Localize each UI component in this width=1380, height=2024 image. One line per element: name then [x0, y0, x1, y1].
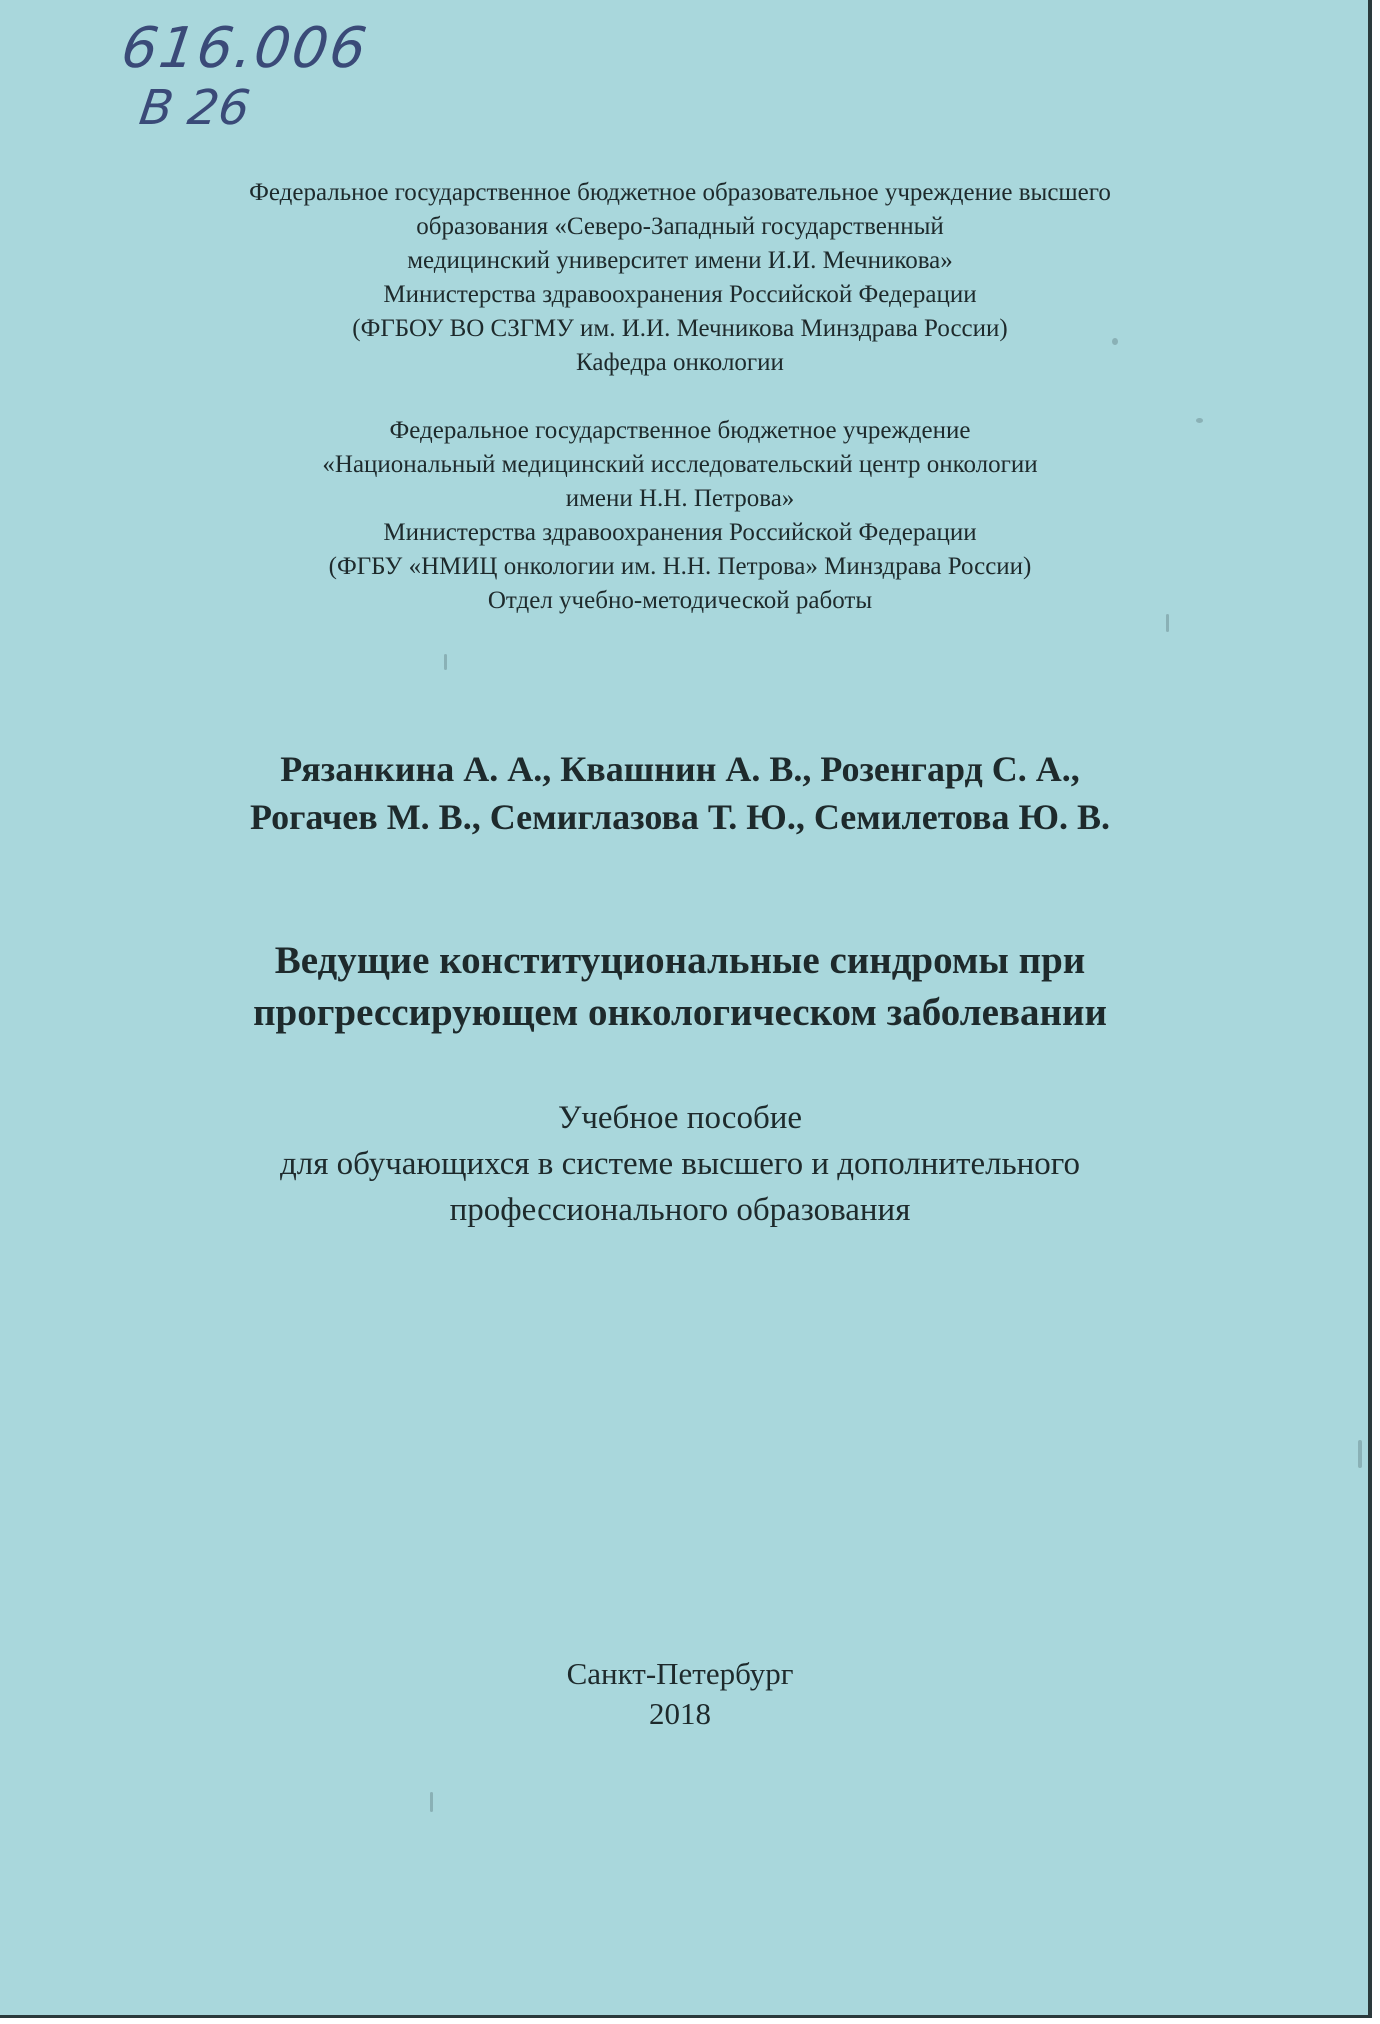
- institution-1-line: образования «Северо-Западный государственный: [416, 213, 944, 240]
- scan-speck: [444, 654, 447, 670]
- subtitle-line: Учебное пособие: [557, 1100, 803, 1136]
- scan-speck: [1358, 1440, 1362, 1468]
- institution-2-line: имени Н.Н. Петрова»: [565, 485, 795, 512]
- author-mark: В 26: [136, 80, 254, 136]
- scan-speck: [430, 1792, 433, 1812]
- scan-speck: [1112, 338, 1118, 345]
- subtitle-line: профессионального образования: [449, 1192, 911, 1228]
- library-classification-handwritten: [117, 16, 373, 136]
- imprint: [0, 1654, 1360, 1734]
- classification-code: 616.006: [117, 16, 373, 81]
- institution-1-line: медицинский университет имени И.И. Мечникова»: [407, 247, 953, 274]
- subtitle-line: для обучающихся в системе высшего и дополнительного: [279, 1146, 1081, 1182]
- institution-2-line: Министерства здравоохранения Российской Федерации: [383, 519, 977, 546]
- institution-2-line: «Национальный медицинский исследовательский центр онкологии: [322, 451, 1038, 478]
- institution-1-line: (ФГБОУ ВО СЗГМУ им. И.И. Мечникова Минздрава России): [352, 315, 1008, 342]
- institution-block-2: [0, 414, 1360, 618]
- institution-1-line: Министерства здравоохранения Российской Федерации: [383, 281, 977, 308]
- institution-2-line: (ФГБУ «НМИЦ онкологии им. Н.Н. Петрова» Минздрава России): [328, 553, 1032, 580]
- scan-speck: [1166, 614, 1169, 632]
- authors-list: [0, 745, 1360, 841]
- institution-1-line: Федеральное государственное бюджетное образовательное учреждение высшего: [249, 179, 1111, 206]
- authors-line: Рогачев М. В., Семиглазова Т. Ю., Семилетова Ю. В.: [249, 797, 1110, 837]
- book-subtitle: [0, 1095, 1360, 1233]
- imprint-city: Санкт-Петербург: [566, 1656, 794, 1691]
- scan-speck: [1196, 418, 1203, 423]
- title-line: прогрессирующем онкологическом заболевании: [253, 991, 1107, 1034]
- authors-line: Рязанкина А. А., Квашнин А. В., Розенгард С. А.,: [280, 749, 1080, 789]
- imprint-year: 2018: [649, 1696, 711, 1731]
- institution-block-1: [0, 176, 1360, 380]
- book-title: [0, 935, 1360, 1039]
- department-name: Кафедра онкологии: [576, 349, 784, 376]
- title-line: Ведущие конституциональные синдромы при: [274, 939, 1086, 982]
- institution-2-line: Федеральное государственное бюджетное учреждение: [389, 417, 971, 444]
- department-name: Отдел учебно-методической работы: [487, 587, 873, 614]
